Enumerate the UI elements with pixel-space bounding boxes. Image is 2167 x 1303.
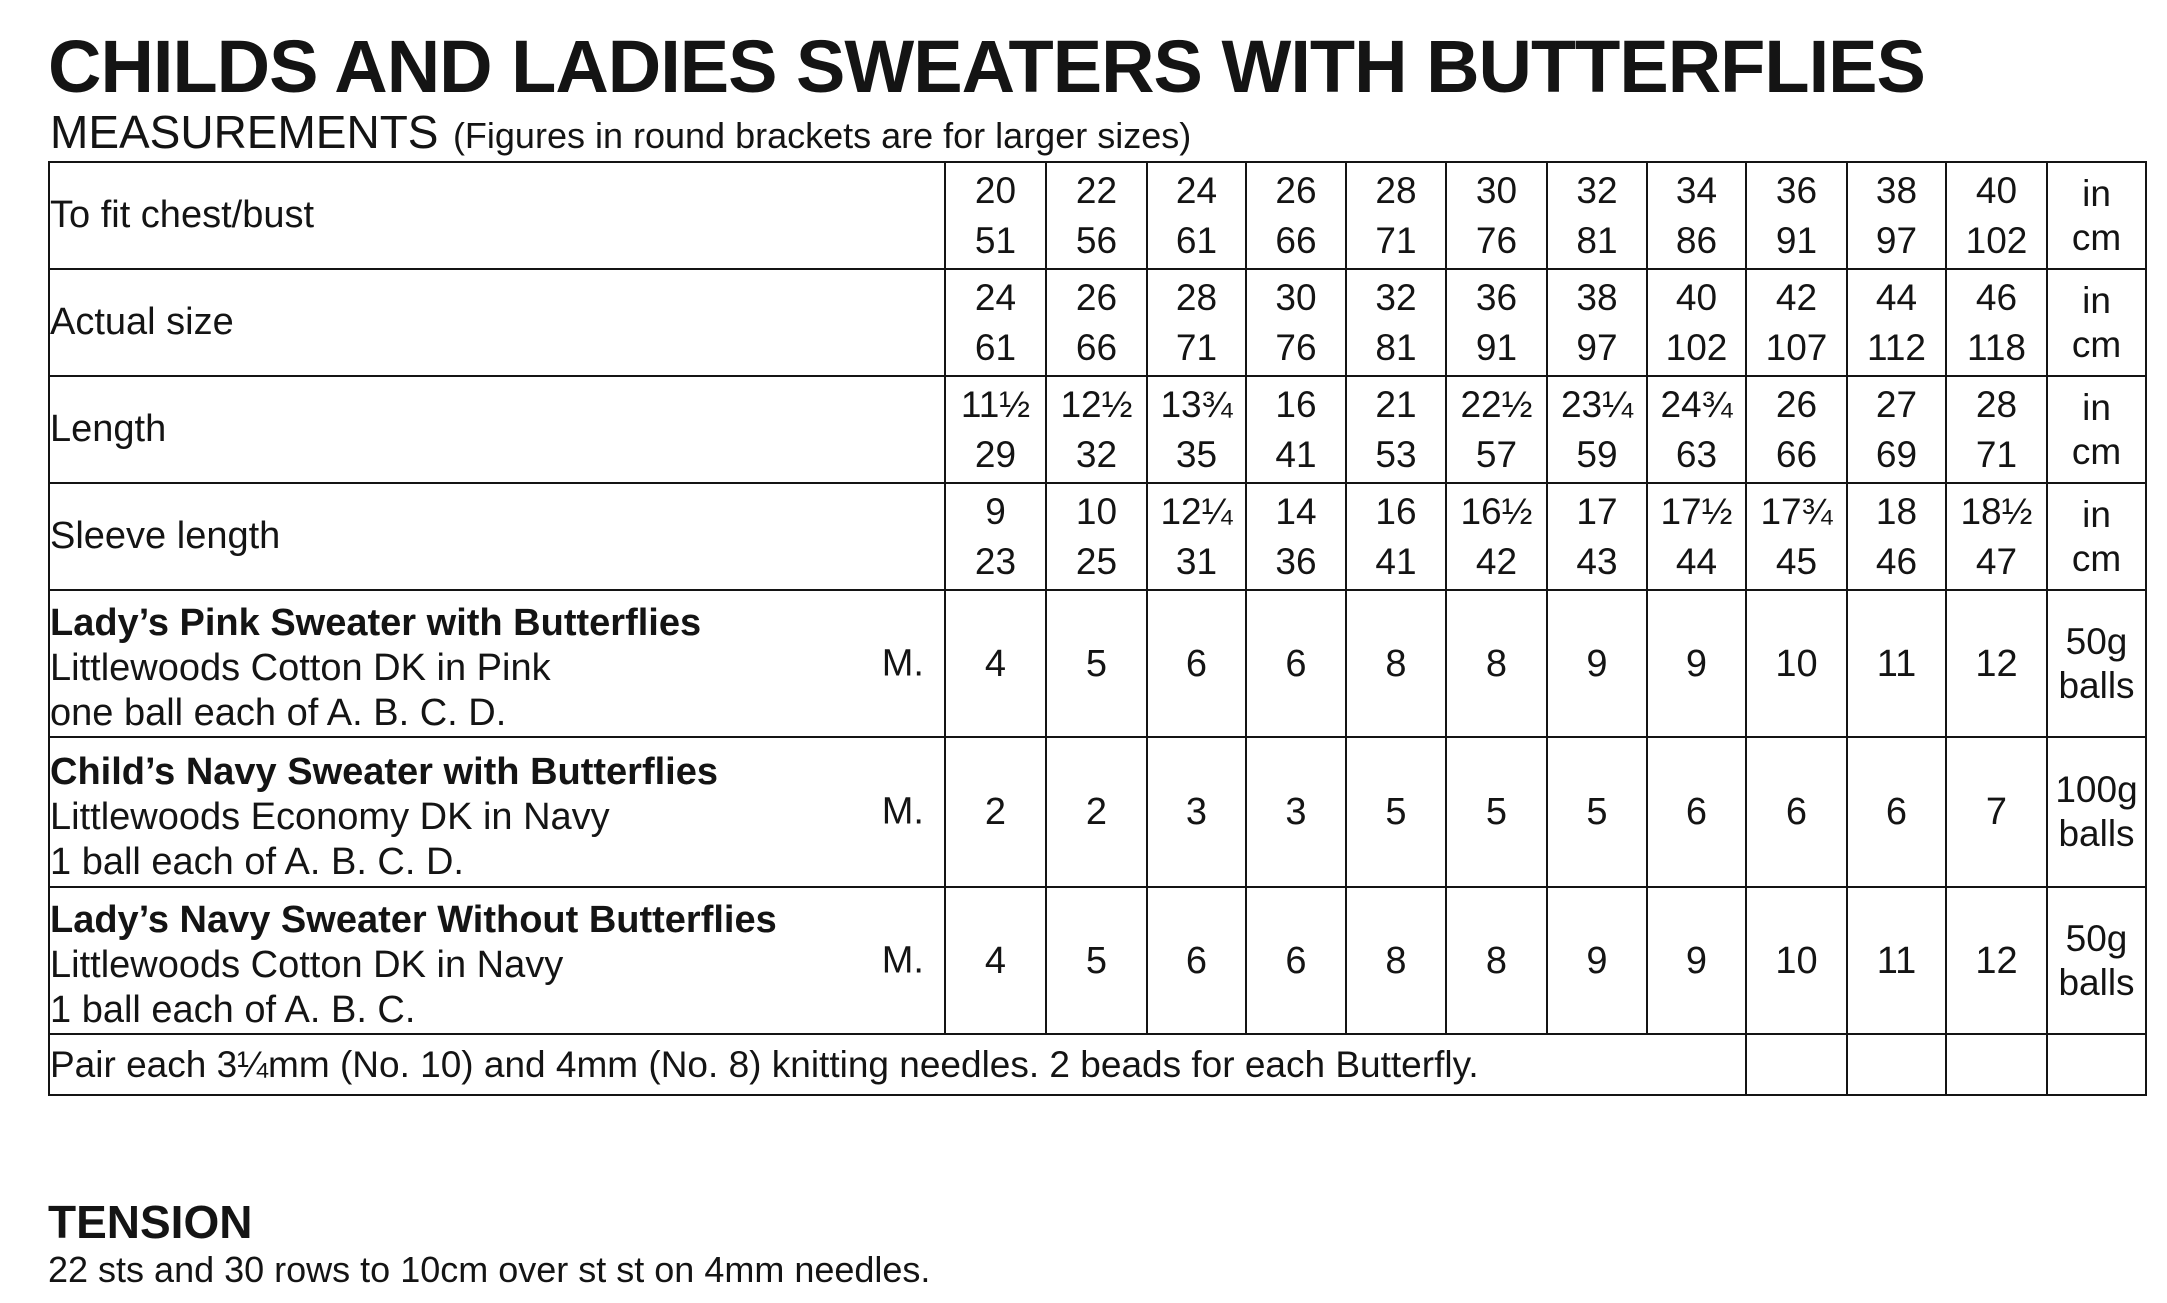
yarn-type: Littlewoods Cotton DK in Pink [50,647,551,689]
ball-unit-cell [2047,737,2146,887]
ball-quantity: 5 [1346,737,1446,887]
inch-value: 11½ [960,383,1031,425]
unit-label: in [2082,493,2111,535]
inch-value: 27 [1875,383,1918,425]
inch-value: 26 [1775,383,1818,425]
unit-label: cm [2071,430,2122,472]
inch-value: 16½ [1460,490,1533,532]
size-cell [1046,483,1147,590]
cm-value: 71 [1975,433,2018,475]
size-cell [1446,376,1547,483]
ball-quantity: 3 [1246,737,1346,887]
size-cell [1647,162,1746,269]
inch-value: 12½ [1060,383,1133,425]
size-cell [1346,162,1446,269]
ball-unit-cell [2047,887,2146,1034]
unit-label: in [2082,279,2111,321]
ball-quantity: 11 [1847,590,1946,737]
unit-label: cm [2071,537,2122,579]
needles-note: Pair each 3¼mm (No. 10) and 4mm (No. 8) knitting needles. 2 beads for each Butterfly. [49,1034,1746,1095]
inch-value: 24 [1175,169,1218,211]
cm-value: 66 [1275,219,1317,261]
size-cell [1647,376,1746,483]
cm-value: 41 [1375,540,1417,582]
inch-value: 30 [1475,169,1518,211]
cm-value: 47 [1975,540,2018,582]
size-cell [945,162,1046,269]
main-colour-marker: M. [881,939,924,981]
ball-quantity: 12 [1946,887,2047,1034]
inch-value: 16 [1275,383,1317,425]
measurement-row [49,483,2146,590]
cm-value: 44 [1675,540,1718,582]
yarn-row [49,590,2146,737]
cm-value: 53 [1375,433,1417,475]
cm-value: 41 [1275,433,1317,475]
ball-quantity: 6 [1647,737,1746,887]
size-cell [1746,269,1847,376]
unit-label: in [2082,386,2111,428]
cm-value: 112 [1867,326,1926,368]
ball-quantity: 12 [1946,590,2047,737]
cm-value: 32 [1075,433,1118,475]
cm-value: 118 [1967,326,2026,368]
ball-quantity: 5 [1446,737,1547,887]
size-cell [1647,483,1746,590]
inch-value: 32 [1576,169,1618,211]
ball-quantity: 6 [1147,887,1246,1034]
cm-value: 46 [1875,540,1918,582]
cm-value: 81 [1576,219,1618,261]
ball-quantity: 2 [945,737,1046,887]
cm-value: 102 [1965,219,2028,261]
cm-value: 51 [974,219,1017,261]
inch-value: 22 [1075,169,1118,211]
ball-quantity: 9 [1647,887,1746,1034]
cm-value: 61 [1175,219,1218,261]
cm-value: 102 [1665,326,1728,368]
size-cell [1147,269,1246,376]
size-cell [1446,162,1547,269]
measurements-table-body [49,162,2146,1095]
size-cell [945,269,1046,376]
size-cell [945,376,1046,483]
empty-cell [1746,1034,1847,1095]
yarn-row [49,887,2146,1034]
page-title: CHILDS AND LADIES SWEATERS WITH BUTTERFLIES [48,25,1925,108]
empty-cell [1946,1034,2047,1095]
inch-value: 26 [1075,276,1118,318]
cm-value: 107 [1765,326,1828,368]
cm-value: 45 [1775,540,1818,582]
size-cell [1246,269,1346,376]
ball-quantity: 8 [1446,887,1547,1034]
ball-quantity: 8 [1446,590,1547,737]
yarn-sweater-name: Lady’s Pink Sweater with Butterflies [50,602,702,644]
ball-quantity: 2 [1046,737,1147,887]
cm-value: 91 [1775,219,1818,261]
size-cell [1346,376,1446,483]
cm-value: 86 [1675,219,1718,261]
size-cell [1946,483,2047,590]
inch-value: 9 [985,490,1006,532]
ball-unit-label: 50g [2065,620,2128,662]
measurements-heading: MEASUREMENTS [50,106,439,158]
cm-value: 81 [1375,326,1417,368]
inch-value: 26 [1275,169,1317,211]
size-cell [1547,162,1647,269]
cm-value: 76 [1475,219,1518,261]
measurements-table [48,161,2147,1096]
inch-value: 16 [1375,490,1417,532]
inch-value: 42 [1775,276,1818,318]
ball-quantity: 4 [945,887,1046,1034]
yarn-type: Littlewoods Cotton DK in Navy [50,944,564,986]
main-colour-marker: M. [881,790,924,833]
ball-quantity: 11 [1847,887,1946,1034]
size-cell [1946,269,2047,376]
inch-value: 14 [1275,490,1317,532]
ball-quantity: 5 [1547,737,1647,887]
cm-value: 25 [1075,540,1118,582]
ball-quantity: 9 [1547,590,1647,737]
yarn-description [49,737,945,887]
ball-unit-label: balls [2058,664,2135,706]
ball-quantity: 5 [1046,887,1147,1034]
size-cell [1647,269,1746,376]
inch-value: 32 [1375,276,1417,318]
size-cell [1446,269,1547,376]
size-cell [1346,483,1446,590]
cm-value: 42 [1475,540,1518,582]
inch-value: 28 [1975,383,2018,425]
empty-cell [2047,1034,2146,1095]
tension-text: 22 sts and 30 rows to 10cm over st st on 4mm needles. [48,1249,931,1290]
ball-quantity: 7 [1946,737,2047,887]
size-cell [1946,376,2047,483]
inch-value: 30 [1275,276,1317,318]
unit-label: cm [2071,216,2122,258]
inch-value: 38 [1576,276,1618,318]
ball-unit-label: 50g [2065,917,2128,959]
size-cell [1246,162,1346,269]
ball-quantity: 6 [1746,737,1847,887]
ball-unit-label: balls [2058,813,2135,854]
ball-quantity: 9 [1647,590,1746,737]
cm-value: 97 [1576,326,1618,368]
inch-value: 23¼ [1560,383,1633,425]
cm-value: 59 [1576,433,1618,475]
cm-value: 66 [1775,433,1818,475]
size-cell [1046,376,1147,483]
size-cell [1246,483,1346,590]
inch-value: 40 [1675,276,1718,318]
size-cell [1746,376,1847,483]
ball-quantity: 6 [1847,737,1946,887]
inch-value: 17½ [1660,490,1733,532]
tension-heading: TENSION [48,1196,253,1248]
measurement-row [49,269,2146,376]
yarn-row [49,737,2146,887]
size-cell [1847,269,1946,376]
yarn-contrast-note: 1 ball each of A. B. C. [50,989,416,1031]
unit-cell [2047,269,2146,376]
size-cell [1246,376,1346,483]
size-cell [1847,483,1946,590]
cm-value: 71 [1175,326,1218,368]
measurement-label: Sleeve length [49,483,945,590]
main-colour-marker: M. [881,642,924,684]
size-cell [1147,162,1246,269]
cm-value: 76 [1275,326,1317,368]
size-cell [1847,162,1946,269]
cm-value: 61 [974,326,1017,368]
ball-quantity: 6 [1246,590,1346,737]
size-cell [1746,483,1847,590]
ball-quantity: 3 [1147,737,1246,887]
inch-value: 20 [974,169,1017,211]
size-cell [1946,162,2047,269]
inch-value: 13¾ [1160,383,1233,425]
inch-value: 18 [1875,490,1918,532]
size-cell [945,483,1046,590]
measurement-row [49,162,2146,269]
size-cell [1446,483,1547,590]
ball-quantity: 6 [1147,590,1246,737]
yarn-contrast-note: 1 ball each of A. B. C. D. [50,840,464,883]
ball-quantity: 10 [1746,887,1847,1034]
measurement-label: To fit chest/bust [49,162,945,269]
unit-cell [2047,483,2146,590]
ball-unit-label: balls [2058,961,2135,1003]
size-cell [1746,162,1847,269]
unit-cell [2047,376,2146,483]
ball-quantity: 5 [1046,590,1147,737]
size-cell [1346,269,1446,376]
inch-value: 17¾ [1760,490,1833,532]
ball-quantity: 8 [1346,590,1446,737]
inch-value: 10 [1075,490,1118,532]
needles-row [49,1034,2146,1095]
inch-value: 28 [1375,169,1417,211]
size-cell [1147,483,1246,590]
cm-value: 43 [1576,540,1618,582]
empty-cell [1847,1034,1946,1095]
cm-value: 57 [1475,433,1518,475]
cm-value: 29 [974,433,1017,475]
inch-value: 22½ [1460,383,1533,425]
size-cell [1547,483,1647,590]
measurement-label: Length [49,376,945,483]
size-cell [1547,376,1647,483]
inch-value: 36 [1475,276,1518,318]
cm-value: 91 [1475,326,1518,368]
ball-quantity: 6 [1246,887,1346,1034]
measurements-note: (Figures in round brackets are for larger sizes) [452,115,1192,156]
ball-quantity: 8 [1346,887,1446,1034]
ball-quantity: 4 [945,590,1046,737]
inch-value: 46 [1975,276,2018,318]
ball-quantity: 9 [1547,887,1647,1034]
inch-value: 34 [1675,169,1718,211]
ball-unit-cell [2047,590,2146,737]
cm-value: 35 [1175,433,1218,475]
measurement-label: Actual size [49,269,945,376]
yarn-contrast-note: one ball each of A. B. C. D. [50,692,507,734]
size-cell [1147,376,1246,483]
cm-value: 36 [1275,540,1317,582]
cm-value: 63 [1675,433,1718,475]
cm-value: 66 [1075,326,1118,368]
inch-value: 21 [1375,383,1417,425]
cm-value: 69 [1875,433,1918,475]
inch-value: 24 [974,276,1017,318]
yarn-description [49,887,945,1034]
unit-cell [2047,162,2146,269]
inch-value: 28 [1175,276,1218,318]
ball-quantity: 10 [1746,590,1847,737]
inch-value: 38 [1875,169,1918,211]
inch-value: 40 [1975,169,2018,211]
ball-unit-label: 100g [2055,769,2138,810]
size-cell [1046,269,1147,376]
cm-value: 56 [1075,219,1118,261]
inch-value: 17 [1576,490,1618,532]
cm-value: 23 [974,540,1017,582]
cm-value: 31 [1175,540,1218,582]
inch-value: 18½ [1960,490,2033,532]
cm-value: 71 [1375,219,1417,261]
inch-value: 24¾ [1660,383,1733,425]
size-cell [1847,376,1946,483]
yarn-type: Littlewoods Economy DK in Navy [50,795,610,838]
unit-label: in [2082,172,2111,214]
measurement-row [49,376,2146,483]
yarn-sweater-name: Lady’s Navy Sweater Without Butterflies [50,899,777,941]
yarn-description [49,590,945,737]
size-cell [1046,162,1147,269]
yarn-sweater-name: Child’s Navy Sweater with Butterflies [50,750,718,793]
inch-value: 36 [1775,169,1818,211]
inch-value: 44 [1875,276,1918,318]
cm-value: 97 [1875,219,1918,261]
unit-label: cm [2071,323,2122,365]
inch-value: 12¼ [1160,490,1233,532]
size-cell [1547,269,1647,376]
